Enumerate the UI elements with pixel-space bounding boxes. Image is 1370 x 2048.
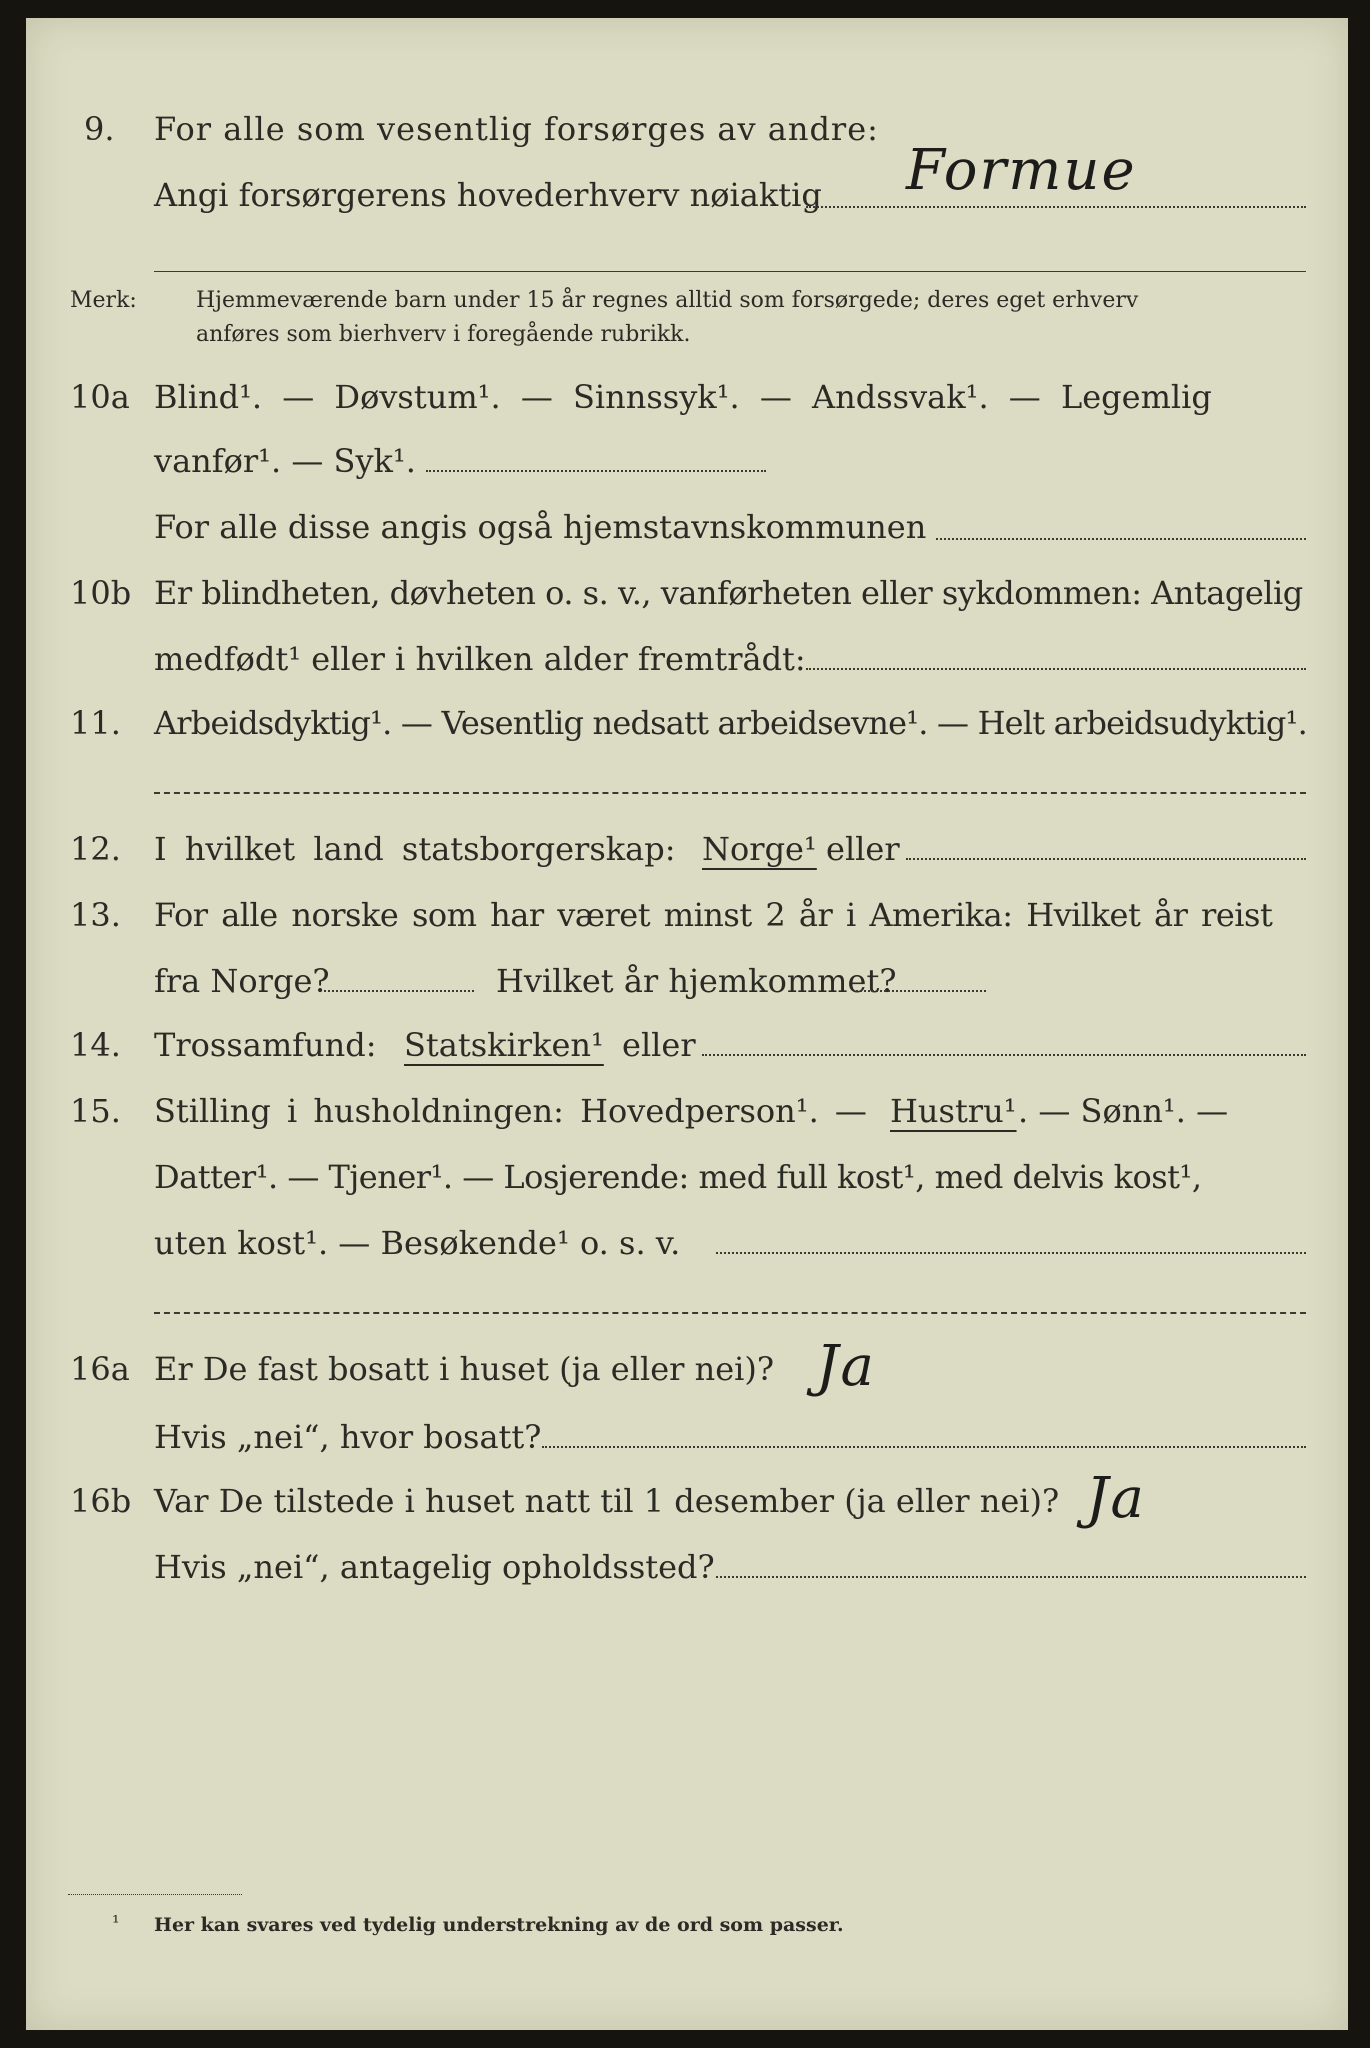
q16b-number: 16b bbox=[70, 1482, 132, 1520]
q13-line2a: fra Norge? bbox=[154, 962, 330, 1000]
footnote-rule bbox=[68, 1894, 242, 1895]
q16a-line2: Hvis „nei“, hvor bosatt? bbox=[154, 1418, 542, 1456]
q12-suffix: eller bbox=[826, 830, 900, 868]
q16a-bosatt-line bbox=[542, 1446, 1306, 1448]
q14-suffix: eller bbox=[622, 1026, 696, 1064]
q16a-number: 16a bbox=[70, 1350, 130, 1388]
q10a-syk-line bbox=[426, 470, 766, 472]
q10b-number: 10b bbox=[70, 574, 132, 612]
q11-line1: Arbeidsdyktig¹. — Vesentlig nedsatt arbeidsevne¹. — Helt arbeidsudyktig¹. bbox=[154, 704, 1307, 742]
q14-number: 14. bbox=[70, 1026, 121, 1064]
q16b-handwritten-answer: Ja bbox=[1086, 1466, 1146, 1531]
q10a-line2: vanfør¹. — Syk¹. bbox=[154, 442, 416, 480]
q11-answer-line bbox=[154, 792, 1306, 794]
q16a-line1: Er De fast bosatt i huset (ja eller nei)? bbox=[154, 1350, 775, 1388]
q14-statskirken-underlined: Statskirken¹ bbox=[404, 1026, 604, 1064]
q10a-kommune-line bbox=[936, 538, 1306, 540]
q9-number: 9. bbox=[84, 110, 115, 148]
q12-answer-line bbox=[906, 858, 1306, 860]
section-divider bbox=[154, 271, 1306, 272]
footnote-mark: ¹ bbox=[112, 1912, 120, 1934]
q10a-number: 10a bbox=[70, 378, 130, 416]
q13-line1: For alle norske som har været minst 2 år i Amerika: Hvilket år reist bbox=[154, 896, 1273, 934]
q10b-line2: medfødt¹ eller i hvilken alder fremtrådt: bbox=[154, 640, 806, 678]
q15-answer-line bbox=[716, 1252, 1306, 1254]
q15-line1-prefix: Stilling i husholdningen: Hovedperson¹. — bbox=[154, 1092, 867, 1130]
q14-prefix: Trossamfund: bbox=[154, 1026, 377, 1064]
q10a-line3: For alle disse angis også hjemstavnskommunen bbox=[154, 508, 927, 546]
q12-prefix: I hvilket land statsborgerskap: bbox=[154, 830, 676, 868]
merk-line2: anføres som bierhverv i foregående rubrikk. bbox=[196, 322, 691, 347]
census-form-page bbox=[26, 18, 1348, 2030]
q10b-answer-line bbox=[806, 668, 1306, 670]
q9-answer-line bbox=[806, 206, 1306, 208]
q14-answer-line bbox=[702, 1054, 1306, 1056]
q16a-handwritten-answer: Ja bbox=[816, 1334, 876, 1399]
q10b-line1: Er blindheten, døvheten o. s. v., vanførheten eller sykdommen: Antagelig bbox=[154, 574, 1303, 612]
merk-line1: Hjemmeværende barn under 15 år regnes alltid som forsørgede; deres eget erhverv bbox=[196, 288, 1139, 313]
q13-line2b: Hvilket år hjemkommet? bbox=[496, 962, 897, 1000]
q15-line1-suffix: . — Sønn¹. — bbox=[1018, 1092, 1229, 1130]
merk-label: Merk: bbox=[70, 288, 137, 313]
q9-line1: For alle som vesentlig forsørges av andre: bbox=[154, 110, 879, 148]
q15-hustru-underlined: Hustru¹ bbox=[890, 1092, 1017, 1130]
q10a-line1: Blind¹. — Døvstum¹. — Sinnssyk¹. — Andssvak¹. — Legemlig bbox=[154, 378, 1212, 416]
q13-hjemkommet-line bbox=[856, 990, 986, 992]
q16b-line1: Var De tilstede i huset natt til 1 desember (ja eller nei)? bbox=[154, 1482, 1060, 1520]
q13-number: 13. bbox=[70, 896, 121, 934]
q16b-line2: Hvis „nei“, antagelig opholdssted? bbox=[154, 1548, 715, 1586]
q13-reist-line bbox=[324, 990, 474, 992]
q15-line3: uten kost¹. — Besøkende¹ o. s. v. bbox=[154, 1224, 681, 1262]
q9-handwritten-answer: Formue bbox=[906, 138, 1137, 203]
q11-number: 11. bbox=[70, 704, 121, 742]
q12-number: 12. bbox=[70, 830, 121, 868]
q15-line2: Datter¹. — Tjener¹. — Losjerende: med full kost¹, med delvis kost¹, bbox=[154, 1158, 1202, 1196]
q12-norge-underlined: Norge¹ bbox=[702, 830, 817, 868]
q16b-opholdssted-line bbox=[716, 1576, 1306, 1578]
q15-number: 15. bbox=[70, 1092, 121, 1130]
footnote-text: Her kan svares ved tydelig understrekning av de ord som passer. bbox=[154, 1914, 844, 1936]
q9-line2: Angi forsørgerens hovederhverv nøiaktig bbox=[154, 176, 822, 214]
q15-extra-line bbox=[154, 1312, 1306, 1314]
